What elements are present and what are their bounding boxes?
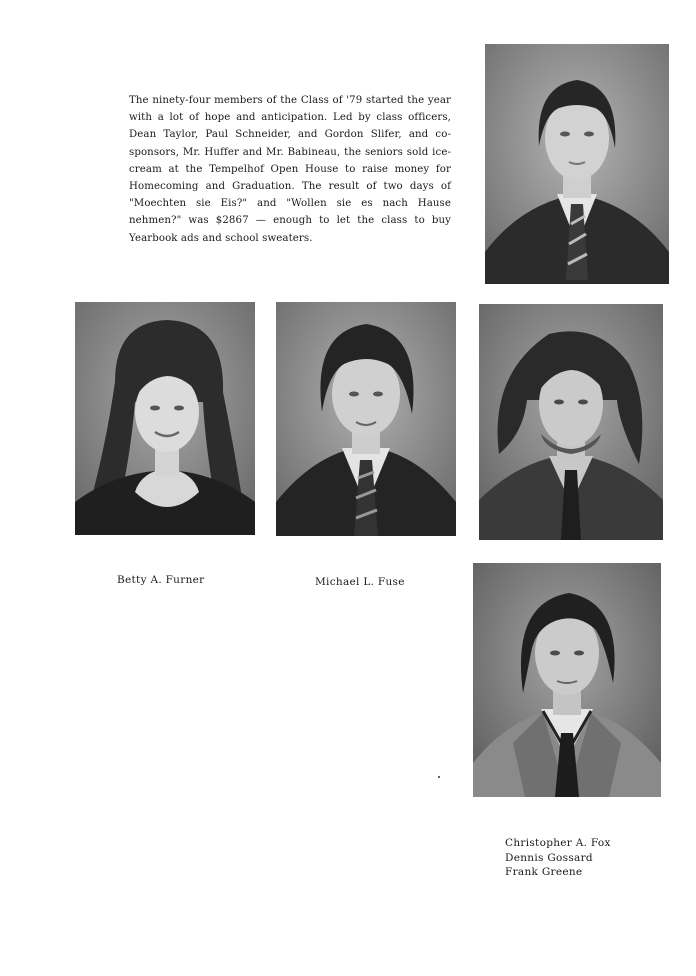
portrait-middle-right xyxy=(479,304,663,540)
portrait-top-right xyxy=(485,44,669,284)
portrait-betty-furner xyxy=(75,302,255,535)
portrait-bottom-right xyxy=(473,563,661,797)
name-list xyxy=(505,836,611,880)
name-list-item: Dennis Gossard xyxy=(505,851,593,864)
portrait-michael-fuse xyxy=(276,302,456,536)
name-list-item: Christopher A. Fox xyxy=(505,837,611,849)
name-list-item: Frank Greene xyxy=(505,866,583,878)
caption-michael-fuse: Michael L. Fuse xyxy=(315,576,405,588)
class-intro-paragraph: The ninety-four members of the Class of '79 started the year with a lot of hope and anticipation. Led by class officers, Dean Taylor, Paul Schneider, and Gordon Slifer, and co-sponsors, Mr. Huffer and Mr. Babineau, the seniors sold ice-cream at the Tempelhof Open House to raise money for Homecoming and Graduation. The result of two days of "Moechten sie Eis?" and "Wollen sie es nach Hause nehmen?" was $2867 — enough to let the class to buy Yearbook ads and school sweaters. xyxy=(129,95,451,244)
caption-betty-furner: Betty A. Furner xyxy=(117,574,205,586)
print-speck xyxy=(438,776,440,778)
